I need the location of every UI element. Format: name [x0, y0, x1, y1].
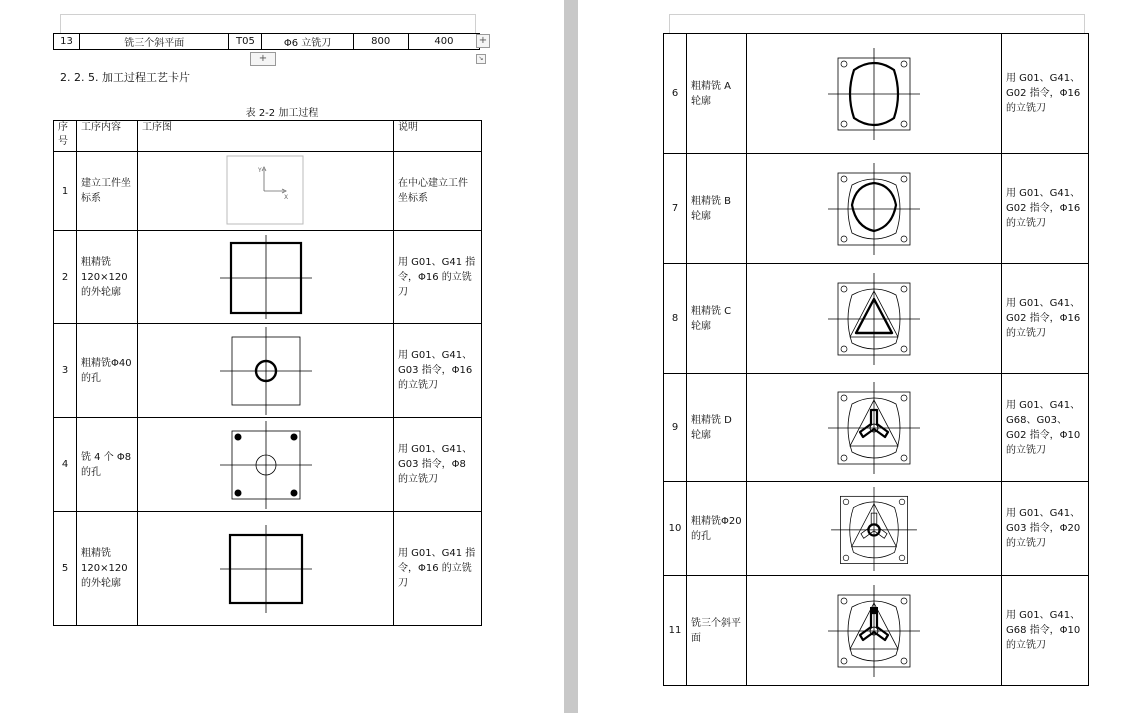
row-content: 粗精铣Φ40 的孔 [77, 324, 138, 418]
header-area [669, 14, 1085, 33]
table-row [54, 418, 482, 512]
row-note: 用 G01、G41、G03 指令，Φ16 的立铣刀 [394, 324, 482, 418]
row-drawing [747, 576, 1002, 686]
cell-feed: 400 [408, 34, 479, 50]
header-drawing: 工序图 [138, 121, 394, 152]
coordinate-system-drawing [226, 155, 306, 227]
row-drawing [747, 264, 1002, 374]
center-hole-d20-drawing [829, 487, 919, 571]
profile-d-drawing [826, 380, 922, 476]
row-content: 粗精铣Φ20 的孔 [687, 482, 747, 576]
table-row [54, 512, 482, 626]
profile-a-drawing [826, 46, 922, 142]
row-drawing [138, 512, 394, 626]
table-caption: 表 2-2 加工过程 [245, 108, 319, 119]
cell-num: 13 [54, 34, 80, 50]
row-num: 7 [664, 154, 687, 264]
right-page [578, 0, 1128, 713]
profile-b-drawing [826, 161, 922, 257]
row-num: 5 [54, 512, 77, 626]
process-table-left [53, 120, 482, 626]
row-content: 粗精铣120×120 的外轮廓 [77, 512, 138, 626]
add-column-button[interactable]: + [476, 34, 490, 48]
inclined-planes-drawing [826, 583, 922, 679]
row-note: 用 G01、G41 指令，Φ16 的立铣刀 [394, 231, 482, 324]
header-area [60, 14, 476, 33]
row-drawing [747, 34, 1002, 154]
row-note: 用 G01、G41、G03 指令，Φ20 的立铣刀 [1002, 482, 1089, 576]
row-num: 4 [54, 418, 77, 512]
cell-tool: T05 [229, 34, 262, 50]
table-row [664, 374, 1089, 482]
section-title: 2. 2. 5. 加工过程工艺卡片 [60, 71, 190, 84]
outer-square-drawing [218, 233, 314, 321]
row-content: 建立工件坐标系 [77, 152, 138, 231]
cell-tool-desc: Φ6 立铣刀 [262, 34, 353, 50]
table-row [664, 264, 1089, 374]
row-drawing [747, 154, 1002, 264]
center-hole-drawing [220, 327, 312, 415]
row-num: 3 [54, 324, 77, 418]
row-note: 用 G01、G41、G68 指令，Φ10 的立铣刀 [1002, 576, 1089, 686]
table-row [664, 576, 1089, 686]
add-row-button[interactable]: + [250, 52, 276, 66]
cell-content: 铣三个斜平面 [80, 34, 229, 50]
four-holes-drawing [220, 421, 312, 509]
row-content: 粗精铣 A 轮廓 [687, 34, 747, 154]
process-table-right [663, 33, 1089, 686]
profile-c-drawing [826, 271, 922, 367]
row-num: 6 [664, 34, 687, 154]
row-num: 9 [664, 374, 687, 482]
row-content: 铣 4 个 Φ8 的孔 [77, 418, 138, 512]
row-num: 8 [664, 264, 687, 374]
table-row [54, 152, 482, 231]
header-num: 序号 [54, 121, 77, 152]
row-num: 11 [664, 576, 687, 686]
row-note: 用 G01、G41、G02 指令，Φ16 的立铣刀 [1002, 154, 1089, 264]
row-drawing [138, 418, 394, 512]
row-note: 用 G01、G41、G02 指令，Φ16 的立铣刀 [1002, 264, 1089, 374]
cell-speed: 800 [353, 34, 408, 50]
table-row [664, 154, 1089, 264]
row-drawing [747, 374, 1002, 482]
row-drawing [747, 482, 1002, 576]
header-content: 工序内容 [77, 121, 138, 152]
table-row [54, 324, 482, 418]
axis-y-label: Y [257, 167, 262, 174]
row-note: 用 G01、G41、G02 指令，Φ16 的立铣刀 [1002, 34, 1089, 154]
continuation-row [53, 33, 480, 50]
page-gutter [564, 0, 578, 713]
row-note: 用 G01、G41 指令，Φ16 的立铣刀 [394, 512, 482, 626]
table-header-row [54, 121, 482, 152]
row-num: 10 [664, 482, 687, 576]
table-row [664, 482, 1089, 576]
row-drawing [138, 231, 394, 324]
row-note: 用 G01、G41、G68、G03、G02 指令，Φ10 的立铣刀 [1002, 374, 1089, 482]
resize-handle[interactable]: ↘ [476, 54, 486, 64]
row-num: 2 [54, 231, 77, 324]
row-drawing [138, 152, 394, 231]
table-row [54, 231, 482, 324]
row-content: 粗精铣 D 轮廓 [687, 374, 747, 482]
row-note: 在中心建立工件坐标系 [394, 152, 482, 231]
outer-square-drawing [218, 523, 314, 615]
header-note: 说明 [394, 121, 482, 152]
row-drawing [138, 324, 394, 418]
row-content: 粗精铣 B 轮廓 [687, 154, 747, 264]
row-num: 1 [54, 152, 77, 231]
table-row [664, 34, 1089, 154]
row-content: 粗精铣 C 轮廓 [687, 264, 747, 374]
row-content: 铣三个斜平面 [687, 576, 747, 686]
axis-x-label: X [283, 194, 288, 201]
row-note: 用 G01、G41、G03 指令，Φ8 的立铣刀 [394, 418, 482, 512]
row-content: 粗精铣120×120 的外轮廓 [77, 231, 138, 324]
